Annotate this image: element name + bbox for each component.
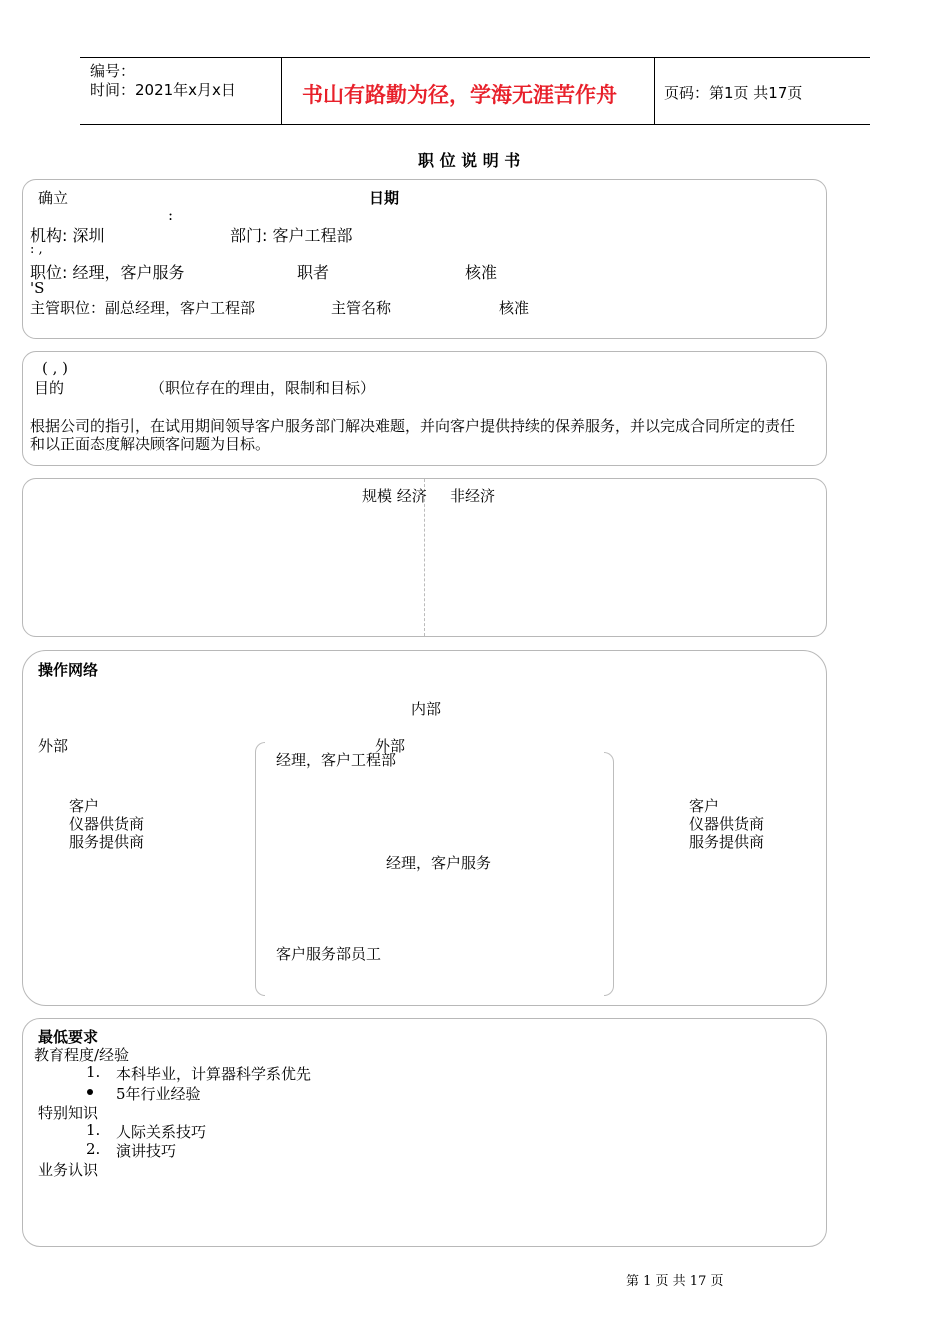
left-item-supplier: 仪器供货商 bbox=[69, 815, 145, 833]
number-label: 编号： bbox=[90, 62, 136, 80]
holder-label: 职者 bbox=[297, 263, 330, 282]
header-bottom-rule bbox=[80, 124, 870, 125]
approve-label-1: 核准 bbox=[465, 263, 498, 282]
edu-item-1: 本科毕业，计算器科学系优先 bbox=[116, 1065, 312, 1083]
scale-economic-label: 规模 经济 bbox=[362, 487, 427, 505]
date-label: 日期 bbox=[369, 189, 400, 207]
position-field: 职位: 经理，客户服务 bbox=[30, 263, 185, 282]
left-item-customer: 客户 bbox=[69, 797, 100, 815]
motto: 书山有路勤为径，学海无涯苦作舟 bbox=[302, 82, 617, 107]
dept-field: 部门: 客户工程部 bbox=[230, 226, 353, 245]
business-knowledge-label: 业务认识 bbox=[38, 1161, 99, 1179]
left-item-provider: 服务提供商 bbox=[69, 833, 145, 851]
skill-item-2-number: 2. bbox=[86, 1140, 101, 1158]
center-bottom-role: 客户服务部员工 bbox=[276, 945, 382, 963]
edu-item-2: 5年行业经验 bbox=[116, 1085, 201, 1103]
header-divider-1 bbox=[281, 57, 282, 125]
purpose-paren: ( , ) bbox=[42, 359, 69, 377]
network-right-bracket bbox=[604, 752, 614, 996]
org-field: 机构: 深圳 bbox=[30, 226, 105, 245]
info-punct: : , bbox=[30, 242, 43, 257]
requirements-title: 最低要求 bbox=[38, 1028, 99, 1046]
purpose-text-line2: 和以正面态度解决顾客问题为目标。 bbox=[30, 435, 271, 453]
purpose-label: 目的 bbox=[34, 379, 65, 397]
superior-position: 主管职位：副总经理，客户工程部 bbox=[30, 299, 256, 317]
footer-page-number: 第 1 页 共 17 页 bbox=[626, 1274, 724, 1289]
center-mid-role: 经理，客户服务 bbox=[386, 854, 492, 872]
header-top-rule bbox=[80, 57, 870, 58]
special-knowledge-label: 特别知识 bbox=[38, 1104, 99, 1122]
edu-item-1-number: 1. bbox=[86, 1063, 101, 1081]
center-top-role: 经理，客户工程部 bbox=[276, 751, 397, 769]
time-label: 时间：2021年x月x日 bbox=[90, 81, 236, 99]
approve-label-2: 核准 bbox=[499, 299, 530, 317]
network-left-bracket bbox=[255, 742, 265, 996]
right-item-provider: 服务提供商 bbox=[689, 833, 765, 851]
skill-item-1-number: 1. bbox=[86, 1121, 101, 1139]
external-left-label: 外部 bbox=[38, 737, 69, 755]
page-label: 页码：第1页 共17页 bbox=[664, 84, 803, 102]
superior-name-label: 主管名称 bbox=[331, 299, 392, 317]
s-mark: 'S bbox=[30, 279, 45, 297]
external-center-label: 外部 bbox=[375, 737, 406, 755]
internal-label: 内部 bbox=[411, 700, 442, 718]
right-item-customer: 客户 bbox=[689, 797, 720, 815]
education-label: 教育程度/经验 bbox=[34, 1046, 130, 1064]
skill-item-1: 人际关系技巧 bbox=[116, 1123, 207, 1141]
header-divider-2 bbox=[654, 57, 655, 125]
info-colon: : bbox=[168, 206, 174, 224]
established-label: 确立 bbox=[38, 189, 69, 207]
bullet-icon bbox=[87, 1089, 93, 1095]
network-title: 操作网络 bbox=[38, 661, 99, 679]
purpose-note: （职位存在的理由，限制和目标） bbox=[150, 379, 376, 397]
right-item-supplier: 仪器供货商 bbox=[689, 815, 765, 833]
purpose-text-line1: 根据公司的指引，在试用期间领导客户服务部门解决难题，并向客户提供持续的保养服务，并以完成合同所定的责任 bbox=[30, 417, 796, 435]
scale-non-economic-label: 非经济 bbox=[450, 487, 496, 505]
skill-item-2: 演讲技巧 bbox=[116, 1142, 177, 1160]
document-title: 职 位 说 明 书 bbox=[418, 151, 521, 170]
